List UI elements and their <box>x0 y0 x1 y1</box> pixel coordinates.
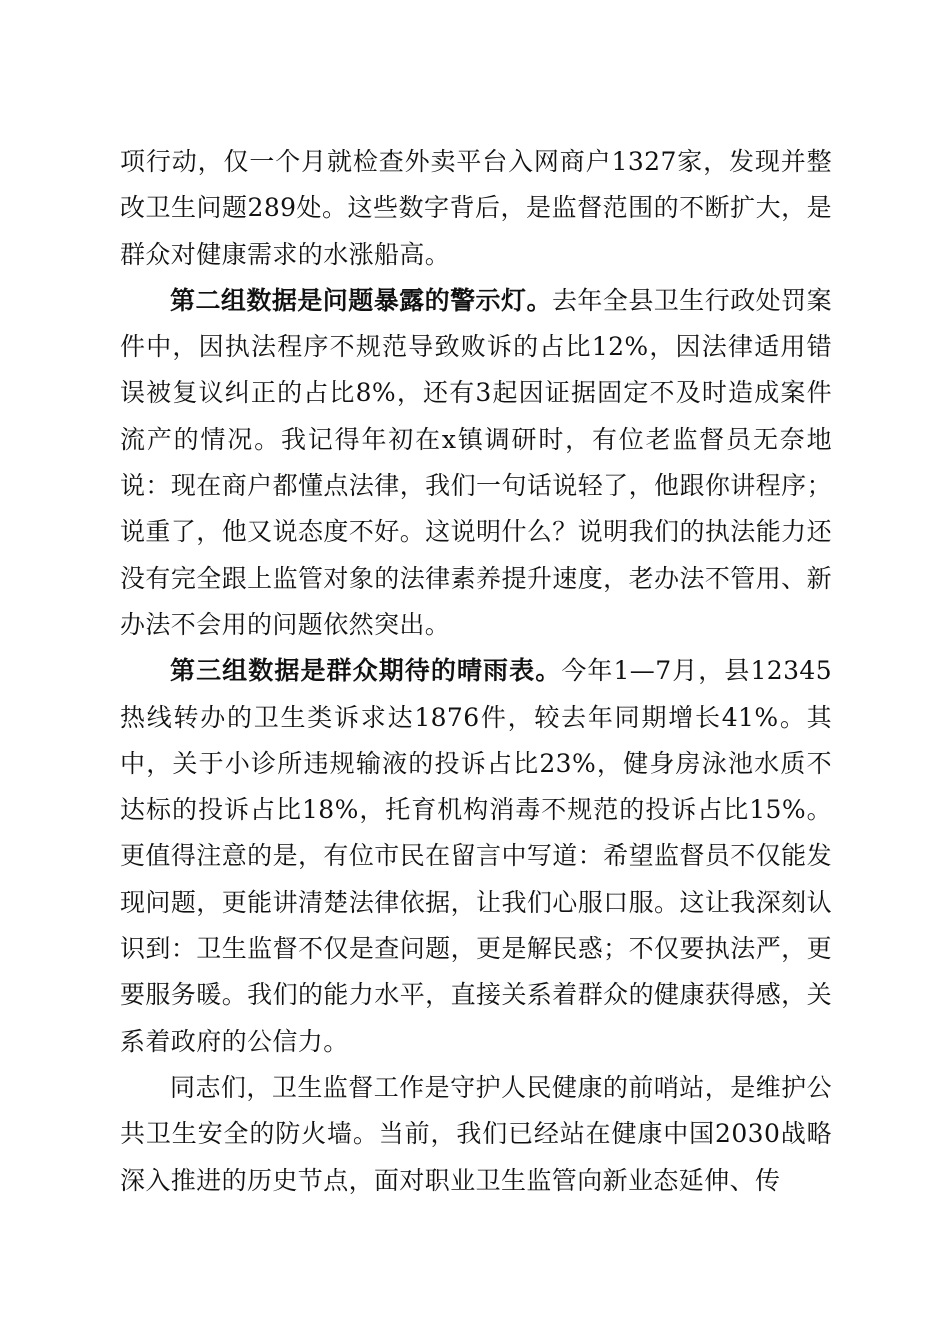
paragraph-1-text: 项行动，仅一个月就检查外卖平台入网商户1327家，发现并整改卫生问题289处。这些数字背后，是监督范围的不断扩大，是群众对健康需求的水涨船高。 <box>120 147 832 269</box>
paragraph-2-text: 去年全县卫生行政处罚案件中，因执法程序不规范导致败诉的占比12%，因法律适用错误被复议纠正的占比8%，还有3起因证据固定不及时造成案件流产的情况。我记得年初在x镇调研时，有位老监督员无奈地说：现在商户都懂点法律，我们一句话说轻了，他跟你讲程序；说重了，他又说态度不好。这说明什么？说明我们的执法能力还没有完全跟上监管对象的法律素养提升速度，老办法不管用、新办法不会用的问题依然突出。 <box>120 285 832 639</box>
document-body <box>120 139 832 1204</box>
paragraph-1 <box>120 139 832 278</box>
paragraph-3-text: 今年1—7月，县12345热线转办的卫生类诉求达1876件，较去年同期增长41%。其中，关于小诊所违规输液的投诉占比23%，健身房泳池水质不达标的投诉占比18%，托育机构消毒不规范的投诉占比15%。更值得注意的是，有位市民在留言中写道：希望监督员不仅能发现问题，更能讲清楚法律依据，让我们心服口服。这让我深刻认识到：卫生监督不仅是查问题，更是解民惑；不仅要执法严，更要服务暖。我们的能力水平，直接关系着群众的健康获得感，关系着政府的公信力。 <box>120 656 832 1056</box>
paragraph-4 <box>120 1065 832 1204</box>
paragraph-3 <box>120 648 832 1065</box>
paragraph-2 <box>120 278 832 648</box>
paragraph-4-text: 同志们，卫生监督工作是守护人民健康的前哨站，是维护公共卫生安全的防火墙。当前，我们已经站在健康中国2030战略深入推进的历史节点，面对职业卫生监管向新业态延伸、传 <box>120 1072 832 1195</box>
paragraph-2-lead: 第二组数据是问题暴露的警示灯。 <box>170 285 552 315</box>
paragraph-3-lead: 第三组数据是群众期待的晴雨表。 <box>170 656 562 686</box>
